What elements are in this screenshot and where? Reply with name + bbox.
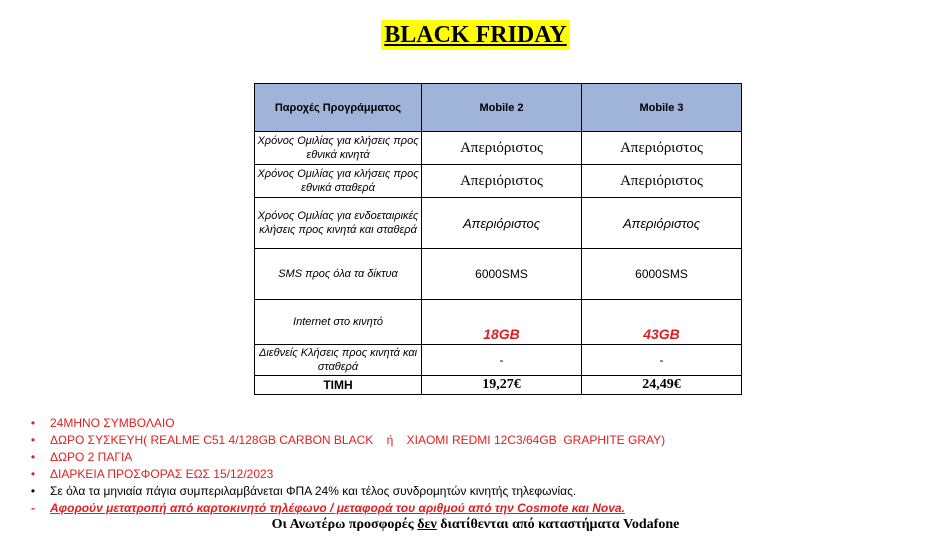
list-item bbox=[28, 483, 928, 500]
table-row bbox=[255, 249, 742, 300]
value-mobile-3: 6000SMS bbox=[582, 249, 742, 300]
value-mobile-3: Απεριόριστος bbox=[582, 198, 742, 249]
note-text: Αφορούν μετατροπή από καρτοκινητό τηλέφωνο / μεταφορά του αριθμού από την Cosmote και Nova. bbox=[50, 501, 625, 515]
list-item bbox=[28, 449, 928, 466]
value-mobile-3: Απεριόριστος bbox=[582, 132, 742, 165]
footer-text-after: διατίθενται από καταστήματα Vodafone bbox=[436, 517, 680, 532]
list-item bbox=[28, 432, 928, 449]
bullet: • bbox=[30, 433, 36, 447]
table-header-row bbox=[255, 84, 742, 132]
table-row bbox=[255, 165, 742, 198]
note-text: 24ΜΗΝΟ ΣΥΜΒΟΛΑΙΟ bbox=[50, 416, 175, 430]
bullet: • bbox=[30, 450, 36, 464]
feature-cell: Internet στο κινητό bbox=[255, 300, 422, 345]
header-mobile-3: Mobile 3 bbox=[582, 84, 742, 132]
price-row bbox=[255, 376, 742, 395]
bullet: - bbox=[31, 501, 35, 515]
title-wrapper bbox=[0, 20, 951, 50]
table-row bbox=[255, 132, 742, 165]
value-mobile-3: 43GB bbox=[582, 300, 742, 345]
value-mobile-2: Απεριόριστος bbox=[422, 165, 582, 198]
bullet: • bbox=[30, 467, 36, 481]
feature-cell: SMS προς όλα τα δίκτυα bbox=[255, 249, 422, 300]
value-mobile-2: - bbox=[422, 345, 582, 376]
value-mobile-2: Απεριόριστος bbox=[422, 198, 582, 249]
value-mobile-3: - bbox=[582, 345, 742, 376]
feature-cell: Χρόνος Ομιλίας για κλήσεις προς εθνικά σταθερά bbox=[255, 165, 422, 198]
price-mobile-3: 24,49€ bbox=[582, 376, 742, 395]
value-mobile-2: 6000SMS bbox=[422, 249, 582, 300]
note-text: ΔΩΡΟ 2 ΠΑΓΙΑ bbox=[50, 450, 133, 464]
footer-text-before: Οι Ανωτέρω προσφορές bbox=[271, 517, 418, 532]
list-item bbox=[28, 500, 928, 517]
list-item bbox=[28, 415, 928, 432]
note-text: ΔΩΡΟ ΣΥΣΚΕΥΗ( REALME C51 4/128GB CARBON BLACK ή XIAOMI REDMI 12C3/64GB GRAPHITE GRAY) bbox=[50, 433, 666, 447]
table-row bbox=[255, 345, 742, 376]
table-row bbox=[255, 198, 742, 249]
page-title: BLACK FRIDAY bbox=[381, 20, 569, 50]
footer-text-underlined: δεν bbox=[417, 517, 437, 532]
value-mobile-2: 18GB bbox=[422, 300, 582, 345]
feature-cell: Διεθνείς Κλήσεις προς κινητά και σταθερά bbox=[255, 345, 422, 376]
footer-disclaimer bbox=[0, 517, 951, 533]
bullet: • bbox=[30, 416, 36, 430]
plan-table bbox=[254, 83, 742, 395]
bullet: • bbox=[30, 484, 36, 498]
table-row bbox=[255, 300, 742, 345]
note-text: Σε όλα τα μηνιαία πάγια συμπεριλαμβάνεται ΦΠΑ 24% και τέλος συνδρομητών κινητής τηλεφωνίας. bbox=[50, 484, 577, 498]
feature-cell: Χρόνος Ομιλίας για ενδοεταιρικές κλήσεις προς κινητά και σταθερά bbox=[255, 198, 422, 249]
header-features: Παροχές Προγράμματος bbox=[255, 84, 422, 132]
note-text: ΔΙΑΡΚΕΙΑ ΠΡΟΣΦΟΡΑΣ ΕΩΣ 15/12/2023 bbox=[50, 467, 274, 481]
header-mobile-2: Mobile 2 bbox=[422, 84, 582, 132]
price-mobile-2: 19,27€ bbox=[422, 376, 582, 395]
list-item bbox=[28, 466, 928, 483]
feature-cell: Χρόνος Ομιλίας για κλήσεις προς εθνικά κινητά bbox=[255, 132, 422, 165]
notes-list bbox=[28, 415, 928, 517]
price-label: ΤΙΜΗ bbox=[255, 376, 422, 395]
value-mobile-3: Απεριόριστος bbox=[582, 165, 742, 198]
value-mobile-2: Απεριόριστος bbox=[422, 132, 582, 165]
